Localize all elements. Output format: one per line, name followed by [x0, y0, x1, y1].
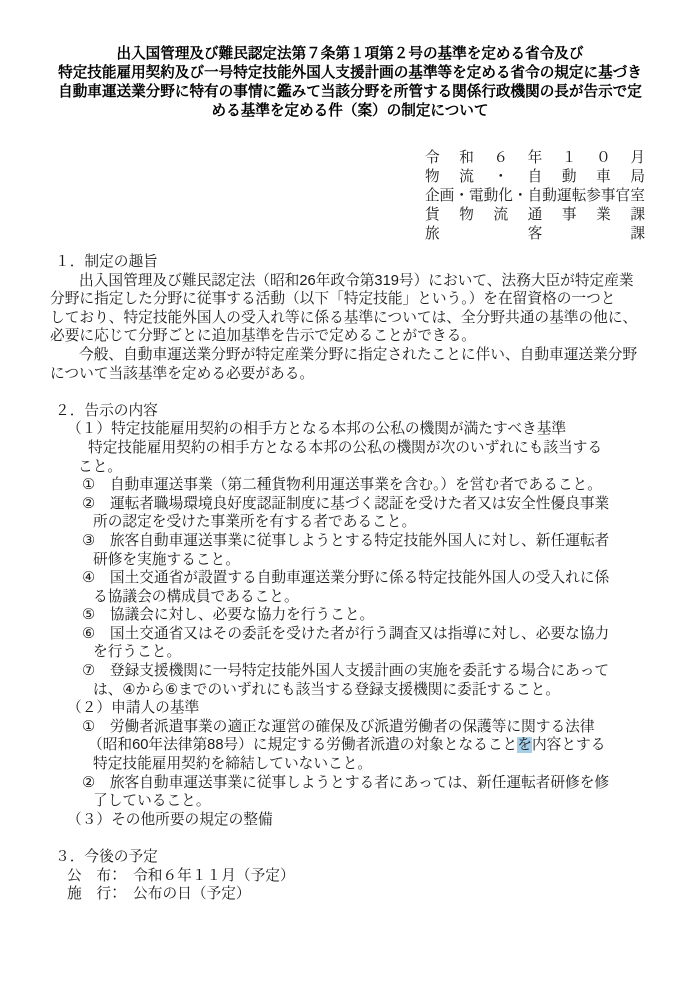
body-line: ① 自動車運送事業（第二種貨物利用運送事業を含む。）を営む者であること。 [82, 477, 602, 494]
issuer-line: 貨 物 流 通 事 業 課 [425, 207, 645, 223]
body-line: ③ 旅客自動車運送事業に従事しようとする特定技能外国人に対し、新任運転者 [82, 532, 610, 549]
body-line: を行うこと。 [93, 644, 182, 661]
body-line: 出入国管理及び難民認定法（昭和26年政令第319号）において、法務大臣が特定産業 [79, 272, 634, 289]
blank-line [0, 829, 700, 848]
body-line: 公 布： 令和６年１１月（予定） [67, 867, 295, 884]
body-line: ⑥ 国土交通省又はその委託を受けた者が行う調査又は指導に対し、必要な協力 [82, 625, 610, 642]
issuer-block [425, 149, 645, 244]
body-line: 了していること。 [93, 793, 211, 810]
body-line: ① 労働者派遣事業の適正な運営の確保及び派遣労働者の保護等に関する法律 [82, 718, 595, 735]
issuer-line: 令 和 ６ 年 １ ０ 月 [425, 150, 645, 166]
body-line: ② 運転者職場環境良好度認証制度に基づく認証を受けた者又は安全性優良事業 [82, 495, 610, 512]
body-line: 特定技能雇用契約を締結していないこと。 [93, 756, 373, 773]
title-line: 自動車運送業分野に特有の事情に鑑みて当該分野を所管する関係行政機関の長が告示で定 [58, 84, 642, 100]
body-line: は、④から⑥までのいずれにも該当する登録支援機関に委託すること。 [93, 681, 560, 698]
body-line: 所の認定を受けた事業所を有する者であること。 [93, 514, 417, 531]
body-line: （昭和60年法律第88号）に規定する労働者派遣の対象となることを内容とする [88, 737, 606, 754]
body-line: ⑤ 協議会に対し、必要な協力を行うこと。 [82, 607, 375, 624]
title-line: 出入国管理及び難民認定法第７条第１項第２号の基準を定める省令及び [116, 46, 584, 62]
body-line: ⑦ 登録支援機関に一号特定技能外国人支援計画の実施を委託する場合にあって [82, 663, 610, 680]
body-line: （３）その他所要の規定の整備 [67, 811, 273, 828]
body-line: しており、特定技能外国人の受入れ等に係る基準については、全分野共通の基準の他に、 [50, 309, 638, 326]
title-line: 特定技能雇用契約及び一号特定技能外国人支援計画の基準等を定める省令の規定に基づき [58, 65, 642, 81]
document-title [0, 0, 700, 121]
body-line: ④ 国土交通省が設置する自動車運送業分野に係る特定技能外国人の受入れに係 [82, 570, 610, 587]
title-line: める基準を定める件（案）の制定について [211, 103, 489, 119]
document-body [0, 253, 700, 904]
body-line: る協議会の構成員であること。 [93, 588, 299, 605]
issuer-line: 物 流 ・ 自 動 車 局 [425, 169, 645, 185]
issuer-line: 旅 客 課 [425, 226, 645, 242]
body-line: 今般、自動車運送業分野が特定産業分野に指定されたことに伴い、自動車運送業分野 [79, 346, 638, 363]
body-line: 施 行： 公布の日（予定） [67, 886, 251, 903]
body-line: ３．今後の予定 [55, 849, 158, 865]
body-line: について当該基準を定める必要がある。 [50, 365, 315, 382]
body-line: 必要に応じて分野ごとに追加基準を告示で定めることができる。 [50, 328, 476, 345]
blank-line [0, 383, 700, 402]
body-line: こと。 [78, 458, 123, 475]
body-line: 研修を実施すること。 [93, 551, 240, 568]
body-line: （２）申請人の基準 [67, 700, 200, 717]
body-line: 特定技能雇用契約の相手方となる本邦の公私の機関が次のいずれにも該当する [88, 439, 603, 456]
highlighted-character: を [517, 737, 532, 754]
body-line: （１）特定技能雇用契約の相手方となる本邦の公私の機関が満たすべき基準 [67, 421, 567, 438]
issuer-line: 企 画 ・ 電 動 化 ・ 自 動 運 転 参 事 官 室 [425, 188, 645, 204]
body-line: 分野に指定した分野に従事する活動（以下「特定技能」という。）を在留資格の一つと [50, 291, 616, 308]
body-line: ２．告示の内容 [55, 402, 158, 419]
body-line: １．制定の趣旨 [55, 254, 158, 270]
body-line: ② 旅客自動車運送事業に従事しようとする者にあっては、新任運転者研修を修 [82, 774, 610, 791]
